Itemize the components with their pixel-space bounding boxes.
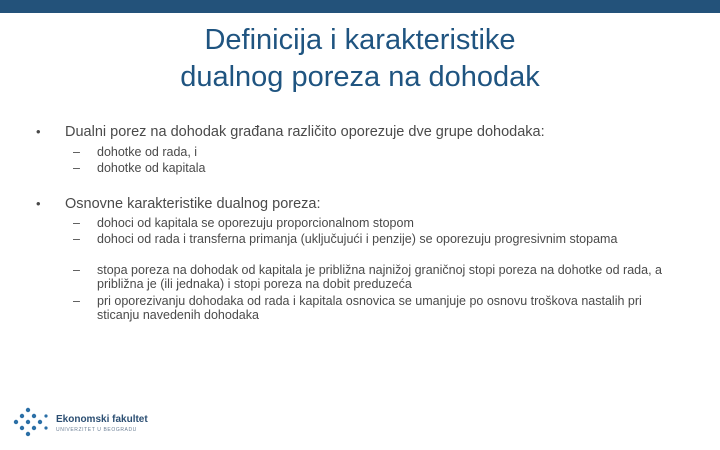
sub-item-text: dohotke od rada, i — [97, 145, 198, 159]
dash-marker: – — [73, 263, 80, 277]
dash-marker: – — [73, 232, 80, 246]
slide-title-line-1: Definicija i karakteristike — [204, 24, 516, 56]
bullet-marker: • — [36, 124, 41, 139]
sub-item-text: dohoci od kapitala se oporezuju proporcionalnom stopom — [97, 216, 414, 230]
logo-subtitle: UNIVERZITET U BEOGRADU — [56, 427, 137, 433]
slide-title-line-2: dualnog poreza na dohodak — [180, 61, 540, 93]
bullet-text: Osnovne karakteristike dualnog poreza: — [65, 196, 321, 212]
top-accent-bar — [0, 0, 720, 13]
sub-item-text: stopa poreza na dohodak od kapitala je približna najnižoj graničnoj stopi poreza na dohotke od rada, a približna je (ili jednaka) i stopi poreza na dobit preduzeća — [97, 263, 662, 291]
slide-title — [0, 22, 720, 96]
sub-item-text: dohotke od kapitala — [97, 161, 206, 175]
dash-marker: – — [73, 161, 80, 175]
dash-marker: – — [73, 145, 80, 159]
logo-name: Ekonomski fakultet — [56, 414, 148, 425]
dash-marker: – — [73, 294, 80, 308]
bullet-marker: • — [36, 196, 41, 211]
dash-marker: – — [73, 216, 80, 230]
sub-item-text: pri oporezivanju dohodaka od rada i kapitala osnovica se umanjuje po osnovu troškova nastalih pri sticanju navedenih dohodaka — [97, 294, 642, 322]
sub-item-text: dohoci od rada i transferna primanja (uključujući i penzije) se oporezuju progresivnim stopama — [97, 232, 618, 246]
bullet-text: Dualni porez na dohodak građana različito oporezuje dve grupe dohodaka: — [65, 124, 545, 140]
